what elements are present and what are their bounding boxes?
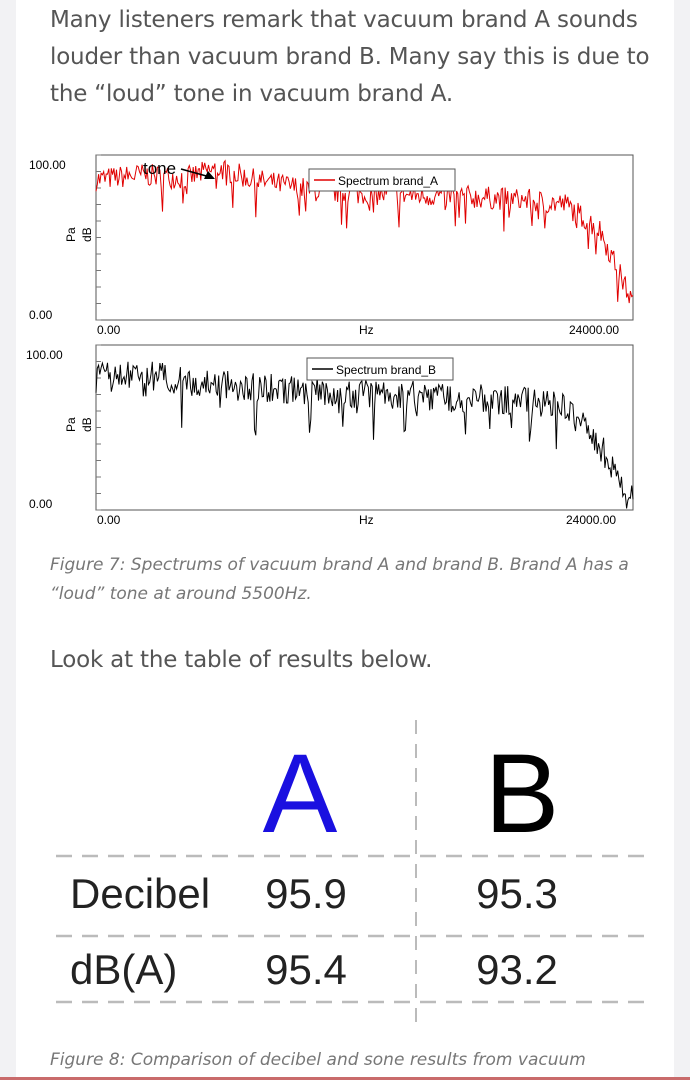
- y-unit-pa-b: Pa: [64, 417, 78, 432]
- intro-paragraph: Many listeners remark that vacuum brand A sounds louder than vacuum brand B. Many say this is due to the “loud” tone in vacuum brand A.: [50, 7, 650, 107]
- column-header-b: B: [484, 731, 560, 856]
- decibel-value-a: 95.9: [265, 870, 347, 917]
- spectrum-figure: [16, 150, 674, 530]
- x-left-tick-label-b: 0.00: [97, 513, 121, 527]
- y-bottom-tick-label-b: 0.00: [29, 497, 53, 511]
- spectrum-panel-a: [29, 155, 633, 337]
- y-bottom-tick-label-a: 0.00: [29, 308, 53, 322]
- dba-value-a: 95.4: [265, 946, 347, 993]
- x-left-tick-label-a: 0.00: [97, 323, 121, 337]
- y-top-tick-label-a: 100.00: [29, 158, 66, 172]
- spectrum-panel-b: [26, 345, 633, 527]
- dba-value-b: 93.2: [476, 946, 558, 993]
- x-axis-label-b: Hz: [359, 513, 374, 527]
- column-header-a: A: [262, 731, 338, 856]
- y-top-tick-label-b: 100.00: [26, 348, 63, 362]
- tone-annotation: tone: [143, 159, 177, 178]
- figure-7-caption: Figure 7: Spectrums of vacuum brand A and brand B. Brand A has a “loud” tone at around 5500Hz.: [50, 555, 629, 604]
- x-right-tick-label-b: 24000.00: [566, 513, 617, 527]
- y-unit-db-a: dB: [80, 227, 94, 242]
- results-intro: Look at the table of results below.: [50, 647, 433, 673]
- x-right-tick-label-a: 24000.00: [569, 323, 620, 337]
- y-unit-db-b: dB: [80, 417, 94, 432]
- row-label-decibel: Decibel: [70, 870, 211, 917]
- article-page: [16, 0, 674, 1080]
- legend-label-b: Spectrum brand_B: [336, 363, 437, 377]
- figure-8-caption: Figure 8: Comparison of decibel and sone results from vacuum: [50, 1050, 586, 1070]
- y-unit-pa-a: Pa: [64, 227, 78, 242]
- row-label-dba: dB(A): [70, 946, 178, 993]
- legend-label-a: Spectrum brand_A: [338, 174, 439, 188]
- x-axis-label-a: Hz: [359, 323, 374, 337]
- decibel-value-b: 95.3: [476, 870, 558, 917]
- results-table: [50, 712, 650, 1032]
